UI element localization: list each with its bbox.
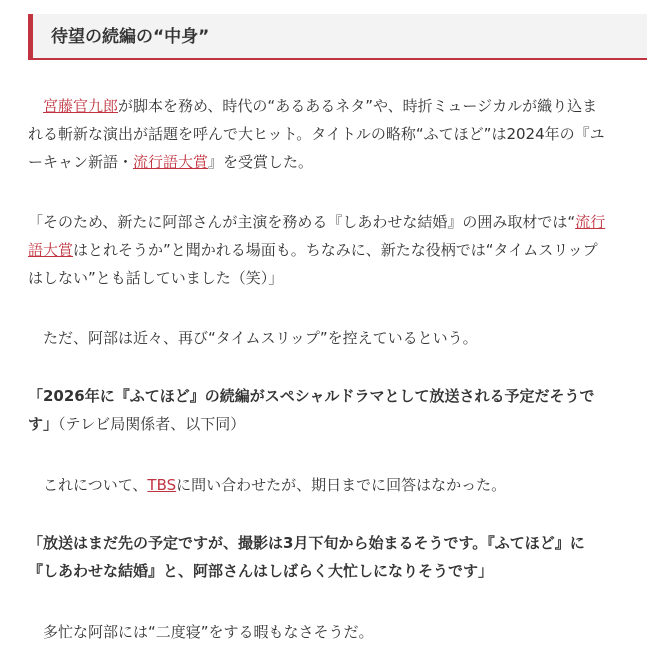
paragraph-4-line-1: 「2026年に『ふてほど』の続編がスペシャルドラマとして放送される予定だそうで: [28, 387, 595, 405]
paragraph-1-text: 』を受賞した。: [208, 153, 314, 171]
link-kudo-kankuro[interactable]: 宮藤官九郎: [43, 97, 119, 115]
paragraph-1: [28, 92, 648, 176]
paragraph-6-quote: [28, 529, 648, 585]
paragraph-4-line-2: [28, 410, 648, 438]
paragraph-4-quote-end: す」: [28, 415, 59, 433]
section-heading: [28, 14, 647, 60]
paragraph-2-text: 「そのため、新たに阿部さんが主演を務める『しあわせな結婚』の囲み取材では“: [28, 213, 576, 231]
paragraph-1-line-2: れる斬新な演出が話題を呼んで大ヒット。タイトルの略称“ふてほど”は2024年の『ユ: [28, 125, 605, 143]
paragraph-2-line-3: はしない”とも話していました（笑）」: [28, 269, 284, 287]
link-ryukougo-taisho-part-1[interactable]: 流行: [575, 213, 606, 231]
paragraph-5: [28, 471, 648, 499]
link-ryukougo-taisho-part-2[interactable]: 語大賞: [28, 241, 74, 259]
paragraph-2-line-2: [28, 236, 648, 264]
paragraph-1-line-1: [28, 92, 648, 120]
paragraph-5-line-1: [28, 471, 648, 499]
paragraph-5-text: に問い合わせたが、期日までに回答はなかった。: [176, 476, 507, 494]
paragraph-2-text: はとれそうか”と聞かれる場面も。ちなみに、新たな役柄では“タイムスリップ: [73, 241, 598, 259]
paragraph-3-line-1: ただ、阿部は近々、再び“タイムスリップ”を控えているという。: [28, 329, 478, 347]
link-ryukougo-taisho[interactable]: 流行語大賞: [133, 153, 209, 171]
link-tbs[interactable]: TBS: [147, 476, 177, 494]
paragraph-4-attribution: （テレビ局関係者、以下同）: [58, 415, 246, 433]
paragraph-6-line-2: 『しあわせな結婚』と、阿部さんはしばらく大忙しになりそうです」: [28, 562, 494, 580]
paragraph-7-line-1: 多忙な阿部には“二度寝”をする暇もなさそうだ。: [28, 623, 374, 641]
paragraph-5-text: これについて、: [28, 476, 148, 494]
section-heading-title: 待望の続編の“中身”: [51, 27, 210, 47]
paragraph-6-line-1: 「放送はまだ先の予定ですが、撮影は3月下旬から始まるそうです。『ふてほど』に: [28, 534, 585, 552]
paragraph-1-line-3: [28, 148, 648, 176]
paragraph-3: [28, 324, 648, 352]
paragraph-2-line-1: [28, 208, 648, 236]
paragraph-7: [28, 618, 648, 646]
paragraph-1-text: が脚本を務め、時代の“あるあるネタ”や、時折ミュージカルが織り込ま: [118, 97, 598, 115]
paragraph-2: [28, 208, 648, 292]
paragraph-4-quote: [28, 382, 648, 438]
indent: [28, 97, 43, 115]
paragraph-1-text: ーキャン新語・: [28, 153, 134, 171]
